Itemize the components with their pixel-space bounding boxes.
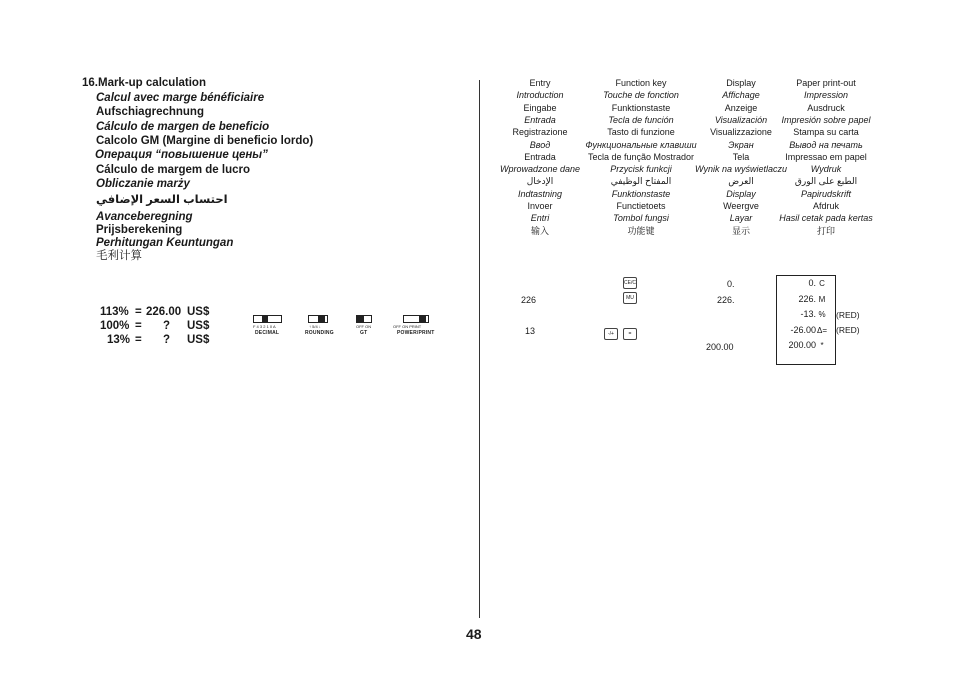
- entry-header: Eingabe: [523, 102, 557, 113]
- title-pt: Cálculo de margem de lucro: [96, 164, 251, 176]
- title-fr: Calcul avec marge bénéficiaire: [96, 92, 265, 104]
- display-value: 226.: [717, 295, 735, 305]
- title-de: Aufschiagrechnung: [96, 106, 204, 118]
- example-eq: =: [135, 306, 142, 318]
- printout-header: Impression: [803, 90, 849, 101]
- printout-line: [800, 309, 828, 319]
- title-it: Calcolo GM (Margine di beneficio lordo): [96, 135, 314, 147]
- example-val: ?: [163, 320, 171, 332]
- printout-header: Вывод на печать: [789, 139, 863, 150]
- printout-header: Wydruk: [810, 164, 842, 175]
- switch-knob: [419, 316, 426, 322]
- entry-header: 输入: [530, 225, 550, 236]
- entry-header: Entrada: [524, 114, 556, 125]
- printout-value: -26.00: [790, 324, 816, 335]
- display-header: العرض: [728, 176, 754, 187]
- switch-label: ROUNDING: [305, 330, 334, 336]
- title-nl: Prijsberekening: [96, 224, 183, 236]
- example-cur: US$: [187, 306, 210, 318]
- printout-symbol: %: [818, 310, 826, 320]
- function-key-header: المفتاح الوظيفي: [610, 176, 672, 187]
- printout-value: 200.00: [788, 340, 816, 351]
- function-key-header: Tasto di funzione: [607, 127, 675, 138]
- title-main: 16.Mark-up calculation: [82, 77, 206, 89]
- function-key-header: Tombol fungsi: [613, 213, 669, 224]
- example-val: ?: [163, 334, 171, 346]
- function-key-header: Przycisk funkcji: [610, 164, 672, 175]
- function-key-header: Tecla de função Mostrador: [587, 151, 695, 162]
- example-eq: =: [135, 320, 142, 332]
- display-header: Weergve: [723, 201, 759, 211]
- printout-line: [808, 278, 828, 288]
- printout-header: 打印: [816, 225, 836, 236]
- entry-header: الإدخال: [526, 176, 554, 187]
- printout-header: الطبع على الورق: [794, 176, 858, 187]
- entry-header: Ввод: [529, 139, 551, 150]
- example-pct: 113%: [100, 306, 129, 318]
- switch-ticks: F 4 3 2 1 0 A: [253, 324, 276, 329]
- function-key-header: Function key: [615, 78, 667, 88]
- printout-symbol: C: [819, 279, 825, 288]
- entry-header: Indtastning: [517, 188, 563, 199]
- switch-knob: [318, 316, 325, 322]
- sign-change-key: -/+: [604, 328, 618, 340]
- switch-knob: [262, 316, 268, 322]
- column-divider: [479, 80, 480, 618]
- printout-symbol: Δ=: [816, 325, 827, 335]
- printout-symbol: M: [818, 294, 826, 304]
- entry-header: Wprowadzone dane: [499, 164, 581, 175]
- display-header: Tela: [732, 151, 750, 162]
- ce-c-key: CE/C: [623, 277, 637, 289]
- display-header: Visualizzazione: [710, 127, 772, 138]
- red-indicator: (RED): [836, 325, 860, 336]
- function-key-header: 功能键: [627, 225, 655, 236]
- equals-key: =: [623, 328, 637, 340]
- switch-knob: [357, 316, 364, 322]
- function-key-header: Funktionstaste: [611, 102, 671, 113]
- display-header: Visualización: [714, 114, 768, 125]
- function-key-header: Funktionstaste: [611, 188, 671, 199]
- printout-value: 0.: [808, 278, 816, 288]
- title-ru: Операция “повышение цены”: [95, 149, 268, 161]
- printout-header: Papirudskrift: [800, 188, 852, 199]
- printout-header: Hasil cetak pada kertas: [779, 213, 873, 224]
- display-header: Экран: [728, 139, 754, 150]
- display-header: 显示: [731, 225, 751, 236]
- switch-label: DECIMAL: [255, 330, 280, 336]
- display-header: Display: [726, 188, 756, 199]
- printout-header: Stampa su carta: [793, 127, 859, 138]
- title-es: Cálculo de margen de beneficio: [96, 121, 270, 133]
- title-zh: 毛利计算: [96, 250, 142, 262]
- paper-printout: [776, 275, 836, 365]
- switch-ticks: OFF ON: [356, 324, 372, 329]
- example-pct: 100%: [100, 320, 130, 332]
- example-cur: US$: [187, 320, 210, 332]
- printout-header: Impressao em papel: [785, 151, 867, 162]
- display-header: Display: [726, 78, 756, 88]
- display-header: Anzeige: [724, 102, 758, 113]
- entry-value: 226: [521, 295, 537, 305]
- entry-header: Entry: [529, 78, 551, 88]
- entry-header: Invoer: [527, 201, 553, 211]
- mu-key: MU: [623, 292, 637, 304]
- printout-value: 226.: [798, 293, 816, 304]
- function-key-header: Touche de fonction: [603, 90, 679, 101]
- entry-header: Registrazione: [512, 127, 568, 138]
- switch-ticks: OFF ON PRINT: [393, 324, 422, 329]
- printout-line: [798, 294, 828, 304]
- printout-header: Impresión sobre papel: [781, 114, 871, 125]
- display-value: 200.00: [706, 342, 734, 352]
- page-number: 48: [466, 626, 482, 642]
- title-id: Perhitungan Keuntungan: [96, 237, 234, 249]
- printout-symbol: *: [820, 341, 824, 351]
- entry-header: Entri: [530, 213, 550, 224]
- title-sv: Avanceberegning: [96, 211, 193, 223]
- example-cur: US$: [187, 334, 210, 346]
- printout-line: [790, 325, 828, 335]
- switch-ticks: ↑ 5/4 ↓: [309, 324, 321, 329]
- printout-header: Ausdruck: [807, 102, 845, 113]
- printout-header: Paper print-out: [796, 78, 856, 88]
- switch-label: GT: [360, 330, 368, 336]
- switch-label: POWER/PRINT: [397, 330, 435, 336]
- function-key-header: Functietoets: [616, 201, 666, 211]
- example-pct: 13%: [107, 334, 131, 346]
- entry-value: 13: [525, 326, 536, 336]
- entry-header: Entrada: [524, 151, 556, 162]
- title-pl: Obliczanie marży: [96, 178, 190, 190]
- function-key-header: Функциональные клавиши: [585, 139, 697, 150]
- red-indicator: (RED): [836, 309, 860, 320]
- display-header: Affichage: [722, 90, 760, 101]
- printout-header: Afdruk: [812, 201, 840, 211]
- entry-header: Introduction: [516, 90, 564, 101]
- function-key-header: Tecla de función: [608, 114, 674, 125]
- display-header: Wynik na wyświetlaczu: [694, 164, 788, 175]
- display-value: 0.: [727, 279, 735, 289]
- title-ar: احتساب السعر الإضافي: [96, 194, 228, 206]
- example-val: 226.00: [146, 306, 182, 318]
- printout-line: [788, 340, 828, 350]
- example-eq: =: [135, 334, 142, 346]
- display-header: Layar: [729, 213, 753, 224]
- printout-value: -13.: [800, 309, 816, 320]
